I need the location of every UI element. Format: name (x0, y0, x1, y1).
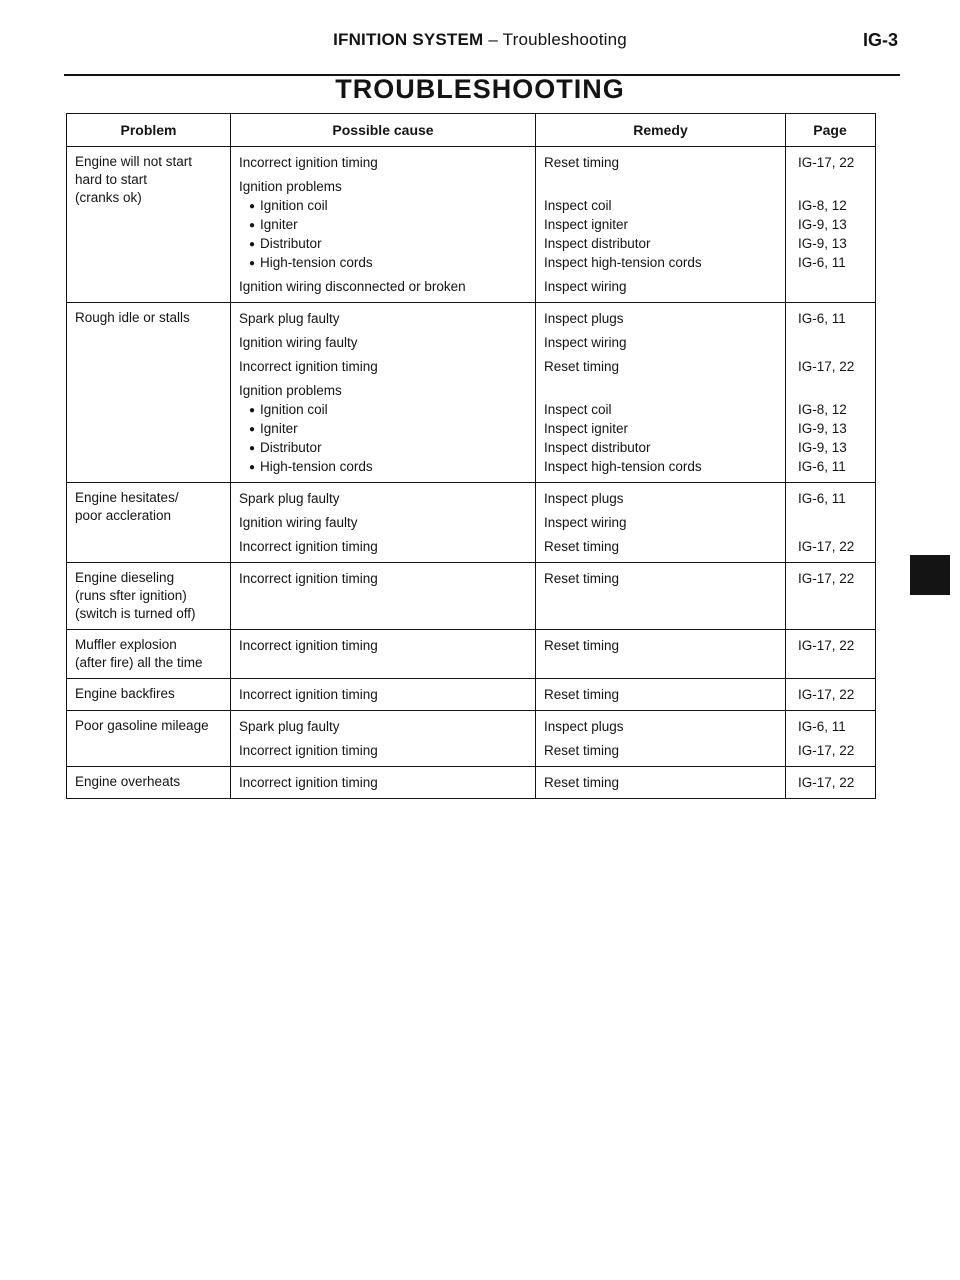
page-ref (794, 277, 870, 296)
problem-text: Engine overheats (75, 774, 181, 789)
cause-cell (231, 147, 536, 302)
page-cell (786, 679, 874, 710)
remedy-text: Inspect wiring (544, 515, 627, 530)
page-ref: IG-17, 22 (798, 743, 855, 758)
page-cell (786, 630, 874, 678)
remedy-text: Inspect wiring (544, 335, 627, 350)
cause-cell (231, 483, 536, 562)
cause-text: Ignition wiring faulty (239, 515, 358, 530)
remedy-text: Inspect coil (544, 402, 612, 417)
cause-text-line (239, 457, 531, 476)
remedy-text: Inspect coil (544, 198, 612, 213)
page-ref: IG-8, 12 (798, 198, 847, 213)
page-cell (786, 711, 874, 766)
table-row-group (67, 767, 875, 798)
page-cell (786, 147, 874, 302)
problem-cell (67, 303, 231, 482)
page-title: TROUBLESHOOTING (335, 74, 625, 104)
cause-text: High-tension cords (260, 459, 373, 474)
problem-text: Rough idle or stalls (75, 310, 190, 325)
page-ref: IG-6, 11 (798, 459, 846, 474)
cause-text: Incorrect ignition timing (239, 571, 378, 586)
cause-text-line (239, 234, 531, 253)
cause-text: Ignition problems (239, 383, 342, 398)
remedy-text: Reset timing (544, 775, 620, 790)
remedy-text: Reset timing (544, 539, 620, 554)
remedy-cell (536, 483, 786, 562)
problem-cell (67, 767, 231, 798)
problem-cell (67, 483, 231, 562)
remedy-cell (536, 630, 786, 678)
page-ref (794, 381, 870, 400)
bullet-icon: ● (249, 405, 256, 416)
bullet-icon: ● (249, 424, 256, 435)
header-section: – Troubleshooting (488, 30, 627, 49)
remedy-text: Inspect igniter (544, 421, 629, 436)
page-ref (794, 513, 870, 532)
cause-text: Spark plug faulty (239, 719, 340, 734)
remedy-text: Inspect high-tension cords (544, 459, 702, 474)
page-ref: IG-8, 12 (798, 402, 847, 417)
cause-text: Ignition wiring faulty (239, 335, 358, 350)
remedy-text: Reset timing (544, 638, 620, 653)
problem-text: Poor gasoline mileage (75, 718, 209, 733)
page-ref: IG-9, 13 (798, 440, 847, 455)
problem-cell (67, 679, 231, 710)
cause-text-line (239, 419, 531, 438)
page-ref (794, 177, 870, 196)
page-cell (786, 563, 874, 629)
page-ref: IG-17, 22 (798, 359, 855, 374)
problem-text: Engine dieseling (runs sfter ignition) (switch is turned off) (75, 570, 196, 621)
remedy-text: Inspect wiring (544, 279, 627, 294)
table-body (67, 147, 875, 798)
page-ref: IG-17, 22 (798, 687, 855, 702)
cause-text: Ignition problems (239, 179, 342, 194)
cause-text: Ignition wiring disconnected or broken (239, 279, 466, 294)
page-cell (786, 483, 874, 562)
troubleshooting-table (66, 113, 876, 799)
cause-text: Ignition coil (260, 198, 328, 213)
table-row-group (67, 563, 875, 630)
table-header (67, 114, 875, 147)
page-ref: IG-17, 22 (798, 638, 855, 653)
problem-cell (67, 711, 231, 766)
page-ref: IG-6, 11 (798, 311, 846, 326)
cause-text-line (239, 438, 531, 457)
remedy-cell (536, 303, 786, 482)
page-ref (794, 333, 870, 352)
page-ref: IG-17, 22 (798, 155, 855, 170)
remedy-text: Inspect distributor (544, 236, 651, 251)
table-row-group (67, 147, 875, 303)
cause-text: Ignition coil (260, 402, 328, 417)
remedy-cell (536, 711, 786, 766)
header-system: IFNITION SYSTEM (333, 30, 484, 49)
remedy-text (544, 177, 781, 196)
remedy-text: Inspect plugs (544, 719, 624, 734)
cause-cell (231, 303, 536, 482)
page-ref: IG-17, 22 (798, 775, 855, 790)
remedy-cell (536, 767, 786, 798)
table-row-group (67, 303, 875, 483)
cause-cell (231, 563, 536, 629)
page-number: IG-3 (862, 30, 898, 50)
cause-text: Spark plug faulty (239, 311, 340, 326)
cause-text: Incorrect ignition timing (239, 638, 378, 653)
page-header (0, 26, 960, 56)
problem-text: Muffler explosion (after fire) all the time (75, 637, 203, 670)
page-ref: IG-9, 13 (798, 217, 847, 232)
problem-text: Engine backfires (75, 686, 175, 701)
remedy-text: Inspect igniter (544, 217, 629, 232)
table-row-group (67, 630, 875, 679)
cause-text: Igniter (260, 421, 298, 436)
cause-text-line (239, 196, 531, 215)
table-row-group (67, 483, 875, 563)
page-ref: IG-9, 13 (798, 421, 847, 436)
column-header-possible-cause: Possible cause (231, 114, 536, 146)
remedy-text: Reset timing (544, 743, 620, 758)
table-row-group (67, 679, 875, 711)
page-ref: IG-6, 11 (798, 255, 846, 270)
remedy-cell (536, 563, 786, 629)
page-cell (786, 767, 874, 798)
cause-text: Igniter (260, 217, 298, 232)
problem-cell (67, 147, 231, 302)
cause-text: Spark plug faulty (239, 491, 340, 506)
cause-text: High-tension cords (260, 255, 373, 270)
cause-text: Distributor (260, 236, 322, 251)
remedy-text: Inspect plugs (544, 491, 624, 506)
cause-text: Distributor (260, 440, 322, 455)
remedy-text: Reset timing (544, 155, 620, 170)
page-ref: IG-17, 22 (798, 539, 855, 554)
cause-text-line (239, 215, 531, 234)
remedy-text: Reset timing (544, 687, 620, 702)
page-ref: IG-17, 22 (798, 571, 855, 586)
remedy-text: Inspect high-tension cords (544, 255, 702, 270)
page-ref: IG-6, 11 (798, 491, 846, 506)
cause-text: Incorrect ignition timing (239, 743, 378, 758)
cause-cell (231, 711, 536, 766)
problem-cell (67, 630, 231, 678)
cause-cell (231, 679, 536, 710)
remedy-cell (536, 679, 786, 710)
cause-text: Incorrect ignition timing (239, 359, 378, 374)
cause-text: Incorrect ignition timing (239, 687, 378, 702)
problem-text: Engine will not start hard to start (cranks ok) (75, 154, 193, 205)
bullet-icon: ● (249, 258, 256, 269)
page-ref: IG-9, 13 (798, 236, 847, 251)
table-row-group (67, 711, 875, 767)
remedy-text: Inspect plugs (544, 311, 624, 326)
column-header-problem: Problem (67, 114, 231, 146)
problem-cell (67, 563, 231, 629)
column-header-page: Page (813, 122, 847, 138)
bullet-icon: ● (249, 201, 256, 212)
header-title (0, 30, 960, 50)
bullet-icon: ● (249, 239, 256, 250)
cause-text: Incorrect ignition timing (239, 539, 378, 554)
cause-cell (231, 630, 536, 678)
section-tab-marker (910, 555, 950, 595)
page-ref: IG-6, 11 (798, 719, 846, 734)
bullet-icon: ● (249, 462, 256, 473)
column-header-remedy: Remedy (536, 114, 786, 146)
remedy-text: Reset timing (544, 571, 620, 586)
cause-cell (231, 767, 536, 798)
bullet-icon: ● (249, 443, 256, 454)
cause-text: Incorrect ignition timing (239, 155, 378, 170)
cause-text-line (239, 400, 531, 419)
problem-text: Engine hesitates/ poor accleration (75, 490, 179, 523)
remedy-cell (536, 147, 786, 302)
cause-text-line (239, 253, 531, 272)
remedy-text: Inspect distributor (544, 440, 651, 455)
page-cell (786, 303, 874, 482)
cause-text: Incorrect ignition timing (239, 775, 378, 790)
remedy-text (544, 381, 781, 400)
bullet-icon: ● (249, 220, 256, 231)
remedy-text: Reset timing (544, 359, 620, 374)
